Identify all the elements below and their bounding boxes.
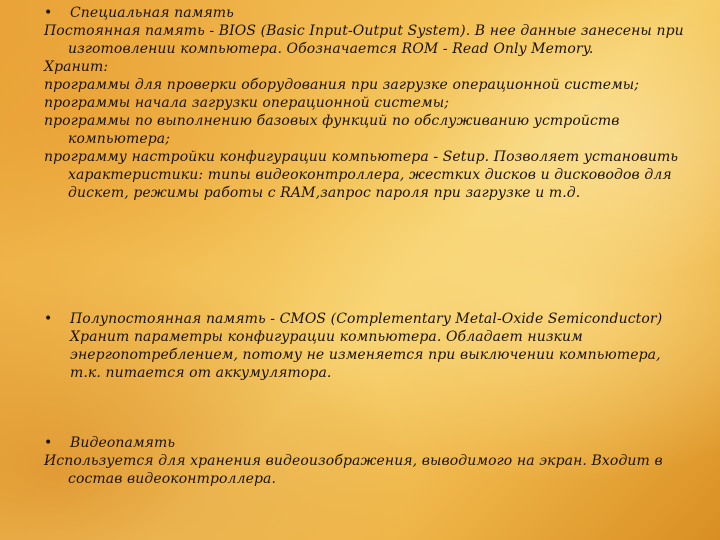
section-heading: Полупостоянная память - CMOS (Complementary Metal-Oxide Semiconductor) — [70, 311, 663, 327]
cmos-description: Хранит параметры конфигурации компьютера. Обладает низким энергопотреблением, потому не изменяется при выключении компьютера, т.к. питается от аккумулятора. — [70, 329, 661, 381]
section-heading: Специальная память — [70, 5, 234, 21]
section-video-memory — [44, 434, 694, 488]
section-cmos-memory — [44, 310, 694, 382]
stores-label: Хранит: — [44, 59, 109, 75]
bullet-item — [44, 4, 694, 22]
bullet-icon: • — [44, 435, 53, 451]
stores-item: программы начала загрузки операционной системы; — [44, 95, 450, 111]
section-heading: Видеопамять — [70, 435, 176, 451]
bullet-icon: • — [44, 5, 53, 21]
stores-item: программы для проверки оборудования при загрузке операционной системы; — [44, 77, 640, 93]
stores-item: программу настройки конфигурации компьютера - Setup. Позволяет установить характеристики: типы видеоконтроллера, жестких дисков и дисководов для дискет, режимы работы с RAM,запрос пароля при загрузке и т.д. — [44, 149, 679, 201]
video-memory-description: Используется для хранения видеоизображения, выводимого на экран. Входит в состав видеоконтроллера. — [44, 453, 663, 487]
stores-item: программы по выполнению базовых функций по обслуживанию устройств компьютера; — [44, 113, 620, 147]
bullet-item — [44, 310, 694, 328]
bullet-icon: • — [44, 311, 53, 327]
bios-description: Постоянная память - BIOS (Basic Input-Output System). В нее данные занесены при изготовлении компьютера. Обозначается ROM - Read Only Memory. — [44, 23, 684, 57]
section-special-memory — [44, 4, 694, 202]
bullet-item — [44, 434, 694, 452]
